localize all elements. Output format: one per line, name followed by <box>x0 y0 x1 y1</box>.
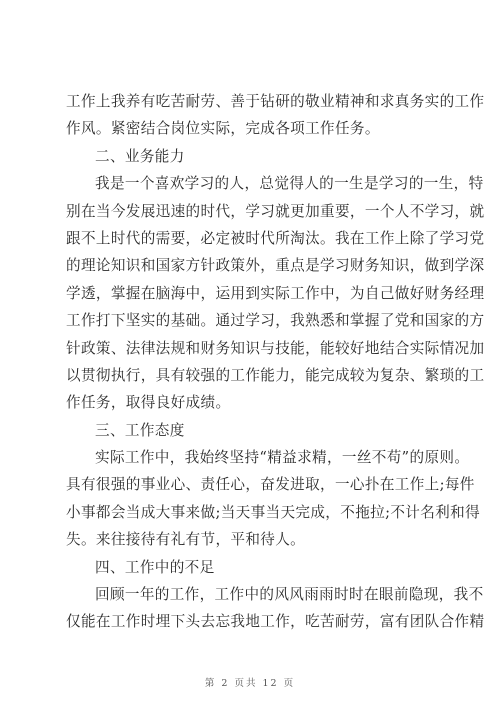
paragraph-first-line: 回顾一年的工作，工作中的风风雨雨时时在眼前隐现，我不 <box>95 586 484 604</box>
body-line: 仅能在工作时埋下头去忘我地工作，吃苦耐劳，富有团队合作精 <box>66 613 485 631</box>
body-line: 小事都会当成大事来做;当天事当天完成，不拖拉;不计名利和得 <box>66 503 481 521</box>
paragraph-first-line: 我是一个喜欢学习的人，总觉得人的一生是学习的一生，特 <box>95 175 484 193</box>
document-body <box>66 88 485 636</box>
body-line: 针政策、法律法规和财务知识与技能，能较好地结合实际情况加 <box>66 339 485 357</box>
body-line: 学透，掌握在脑海中，运用到实际工作中，为自己做好财务经理 <box>66 284 485 302</box>
body-line: 作任务，取得良好成绩。 <box>66 394 231 412</box>
body-line: 别在当今发展迅速的时代，学习就更加重要，一个人不学习，就 <box>66 202 485 220</box>
page-number-footer: 第 2 页共 12 页 <box>204 678 296 689</box>
body-line: 作风。紧密结合岗位实际，完成各项工作任务。 <box>66 120 380 138</box>
body-line: 以贯彻执行，具有较强的工作能力，能完成较为复杂、繁琐的工 <box>66 366 485 384</box>
body-line: 具有很强的事业心、责任心，奋发进取，一心扑在工作上;每件 <box>66 476 475 494</box>
body-line: 工作打下坚实的基础。通过学习，我熟悉和掌握了党和国家的方 <box>66 312 485 330</box>
section-heading-shortcomings: 四、工作中的不足 <box>95 558 215 576</box>
section-heading-business-ability: 二、业务能力 <box>95 147 185 165</box>
body-line: 的理论知识和国家方针政策外，重点是学习财务知识，做到学深 <box>66 257 485 275</box>
section-heading-work-attitude: 三、工作态度 <box>95 421 185 439</box>
body-line: 失。来往接待有礼有节，平和待人。 <box>66 531 306 549</box>
body-line: 工作上我养有吃苦耐劳、善于钻研的敬业精神和求真务实的工作 <box>66 93 485 110</box>
body-line: 跟不上时代的需要，必定被时代所淘汰。我在工作上除了学习党 <box>66 229 485 247</box>
paragraph-first-line: 实际工作中，我始终坚持“精益求精，一丝不苟”的原则。 <box>95 449 470 467</box>
